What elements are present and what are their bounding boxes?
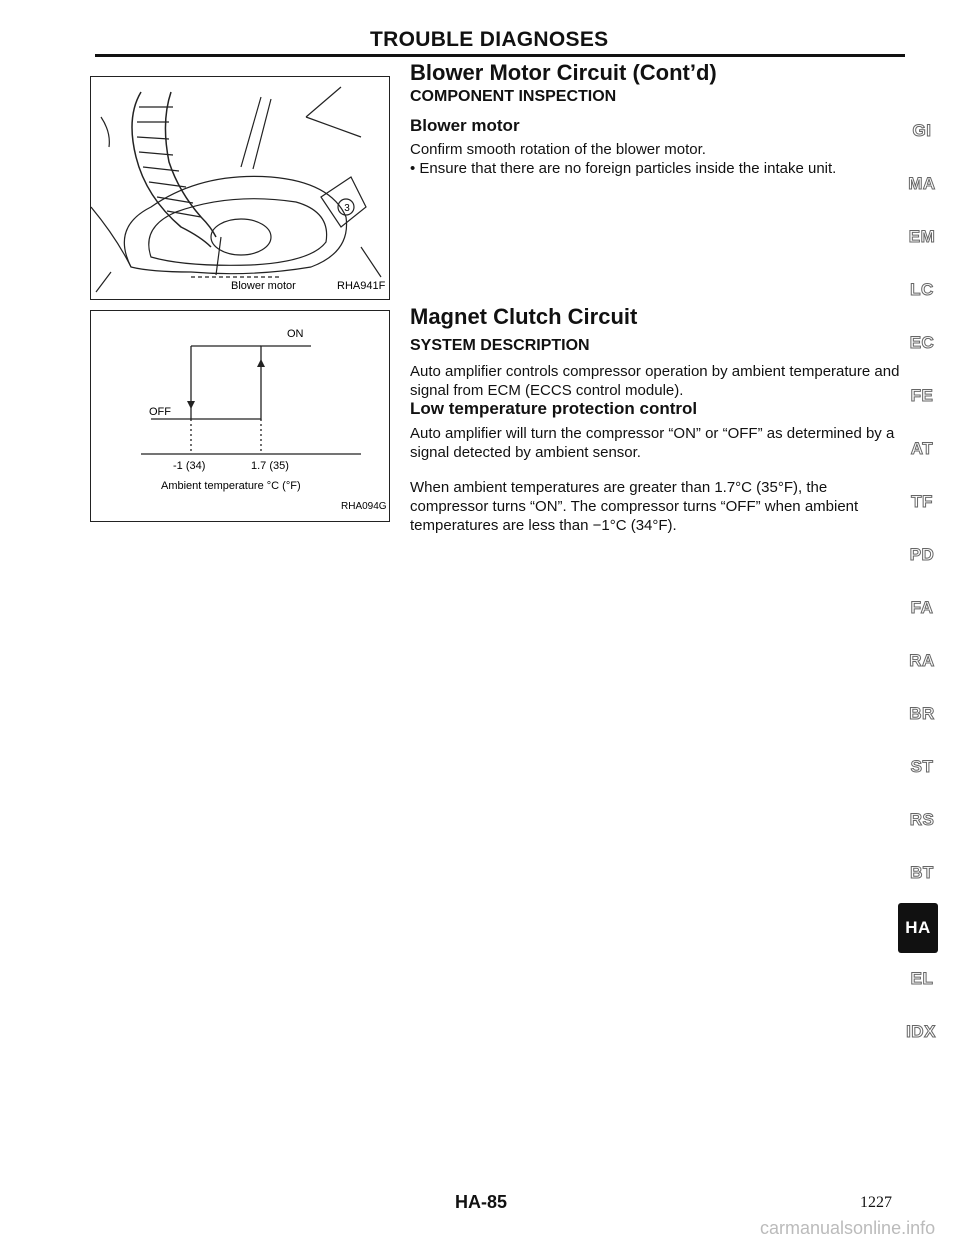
blower-motor-bullet: • Ensure that there are no foreign particles inside the intake unit. xyxy=(410,160,837,177)
tab-tf[interactable]: TF xyxy=(911,492,933,511)
on-label: ON xyxy=(287,328,304,340)
system-description-text: Auto amplifier controls compressor operation by ambient temperature and signal from ECM (ECCS control module). xyxy=(410,363,900,399)
tab-ec[interactable]: EC xyxy=(909,333,935,352)
tab-el[interactable]: EL xyxy=(910,969,934,988)
up-arrow-icon xyxy=(257,359,265,367)
figure2-code: RHA094G xyxy=(341,501,387,512)
tab-st[interactable]: ST xyxy=(910,757,934,776)
x-axis-label: Ambient temperature °C (°F) xyxy=(161,480,301,492)
tab-fe[interactable]: FE xyxy=(910,386,934,405)
clutch-control-graph xyxy=(90,310,390,522)
tab-bt[interactable]: BT xyxy=(910,863,934,882)
blower-motor-heading: Blower motor xyxy=(410,116,520,135)
page-number: 1227 xyxy=(860,1194,892,1211)
tab-rs[interactable]: RS xyxy=(909,810,935,829)
tab-pd[interactable]: PD xyxy=(909,545,935,564)
callout-number: 3 xyxy=(344,203,350,214)
blower-motor-label: Blower motor xyxy=(231,280,296,292)
tab-lc[interactable]: LC xyxy=(910,280,934,299)
hysteresis-graph xyxy=(91,311,389,521)
rising-curve xyxy=(151,346,311,419)
low-temp-text: Auto amplifier will turn the compressor “ON” or “OFF” as determined by a signal detected by ambient sensor. xyxy=(410,425,895,461)
system-description-heading: SYSTEM DESCRIPTION xyxy=(410,337,590,354)
blower-motor-figure xyxy=(90,76,390,300)
tab-ra[interactable]: RA xyxy=(909,651,935,670)
tick-label-2: 1.7 (35) xyxy=(251,460,289,472)
watermark: carmanualsonline.info xyxy=(760,1218,936,1238)
tab-fa[interactable]: FA xyxy=(910,598,934,617)
tick-label-1: -1 (34) xyxy=(173,460,206,472)
tab-idx[interactable]: IDX xyxy=(906,1022,936,1041)
component-inspection-heading: COMPONENT INSPECTION xyxy=(410,88,617,105)
off-label: OFF xyxy=(149,406,171,418)
tab-br[interactable]: BR xyxy=(909,704,935,723)
page-code: HA-85 xyxy=(455,1192,508,1212)
tab-gi[interactable]: GI xyxy=(912,121,932,140)
blower-motor-text: Confirm smooth rotation of the blower motor. xyxy=(410,141,706,158)
page-header-title: TROUBLE DIAGNOSES xyxy=(370,28,609,51)
temperature-threshold-text: When ambient temperatures are greater than 1.7°C (35°F), the compressor turns “ON”. The compressor turns “OFF” when ambient temperatures are less than −1°C (34°F). xyxy=(410,479,859,534)
tab-at[interactable]: AT xyxy=(910,439,934,458)
tab-em[interactable]: EM xyxy=(908,227,936,246)
low-temp-heading: Low temperature protection control xyxy=(410,399,698,418)
down-arrow-icon xyxy=(187,401,195,409)
tab-ma[interactable]: MA xyxy=(908,174,936,193)
section-title-magnet-clutch: Magnet Clutch Circuit xyxy=(410,304,638,329)
figure1-code: RHA941F xyxy=(337,280,386,292)
section-title-blower: Blower Motor Circuit (Cont’d) xyxy=(410,60,717,85)
header-rule xyxy=(95,54,905,57)
tab-ha-active[interactable]: HA xyxy=(898,903,938,953)
blower-motor-illustration xyxy=(91,77,389,299)
